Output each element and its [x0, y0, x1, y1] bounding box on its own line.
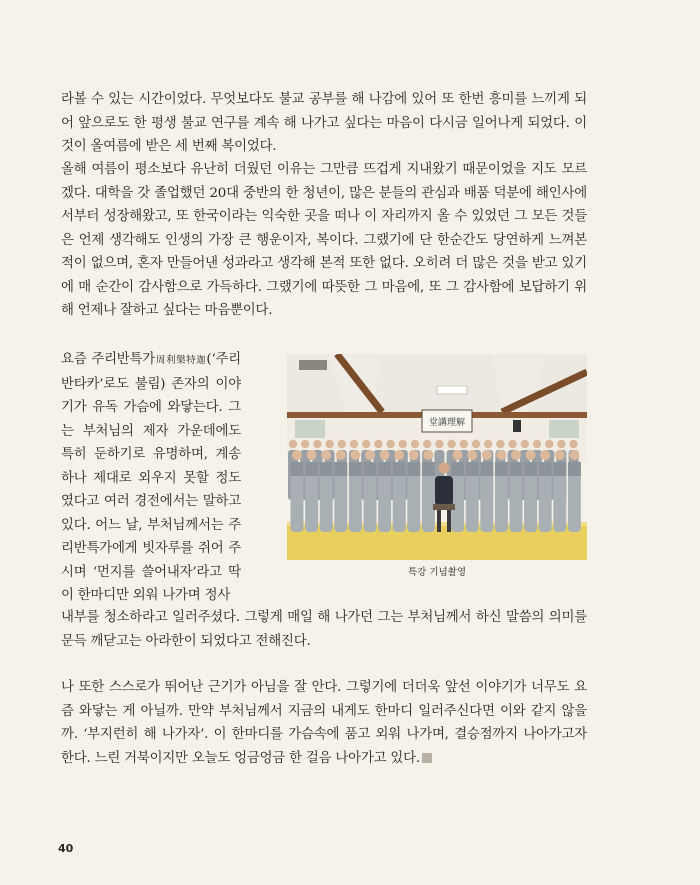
story-hanja: 周利槃特迦 — [155, 355, 207, 366]
banner-text: 堂講理解 — [428, 418, 466, 428]
body-paragraph-2: 올해 여름이 평소보다 유난히 더웠던 이유는 그만큼 뜨겁게 지내왔기 때문이었을 지도 모르겠다. 대학을 갓 졸업했던 20대 중반의 한 청년이, 많은 분들의 관심과 배품 덕분에 해인사에서부터 성장해왔고, 또 한국이라는 익숙한 곳을 떠나 이 자리까지 올 수 있었던 그 모든 것들은 언제 생각해도 인생의 가장 큰 행운이자, 복이다. 그랬기에 단 한순간도 당연하게 느껴본 적이 없으며, 혼자 만들어낸 성과라고 생각해 본적 또한 없다. 오히려 더 많은 것을 받고 있기에 매 순간이 감사함으로 가득하다. 그랬기에 따뜻한 그 마음에, 또 그 감사함에 보답하기 위해 언제나 잘하고 싶다는 마음뿐이다. — [61, 162, 587, 318]
story-paragraph-side — [61, 348, 241, 608]
closing-text: 나 또한 스스로가 뛰어난 근기가 아님을 잘 안다. 그렇기에 더더욱 앞선 이야기가 너무도 요즘 와닿는 게 아닐까. 만약 부처님께서 지금의 내게도 한마디 일러주신다면 이와 같지 않을까. ‘부지런히 해 나가자’. 이 한마디를 가슴속에 품고 외워 나가며, 결승점까지 나아가고자 한다. 느린 거북이지만 오늘도 엉금엉금 한 걸음 나아가고 있다. — [61, 680, 587, 766]
story-lead: 요즘 주리반특가 — [61, 352, 156, 367]
group-photo-illustration — [287, 354, 587, 560]
photo-caption: 특강 기념촬영 — [407, 567, 467, 578]
story-paragraph-continued: 내부를 청소하라고 일러주셨다. 그렇게 매일 해 나가던 그는 부처님께서 하신 말씀의 의미를 문득 깨닫고는 아라한이 되었다고 전해진다. — [61, 610, 587, 649]
body-paragraph-1: 라볼 수 있는 시간이었다. 무엇보다도 불교 공부를 해 나감에 있어 또 한번 흥미를 느끼게 되어 앞으로도 한 평생 불교 연구를 계속 해 나가고 싶다는 마음이 다시금 일어나게 되었다. 이것이 올여름에 받은 세 번째 복이었다. — [61, 92, 587, 154]
page-number: 40 — [58, 842, 74, 855]
group-photo — [287, 354, 587, 560]
group-of-monks — [288, 440, 581, 532]
story-side-text: (‘주리반타카’로도 불림) 존자의 이야기가 유독 가슴에 와닿는다. 그는 부처님의 제자 가운데에도 특히 둔하기로 유명하며, 계송 하나 제대로 외우지 못할 정도였다고 여러 경전에서는 말하고 있다. 어느 날, 부처님께서는 주리반특가에게 빗자루를 쥐어 주시며 ‘먼지를 쓸어내자’라고 딱 이 한마디만 외워 나가며 정사 — [61, 352, 241, 603]
closing-paragraph — [61, 676, 587, 770]
end-mark-icon — [422, 753, 432, 763]
